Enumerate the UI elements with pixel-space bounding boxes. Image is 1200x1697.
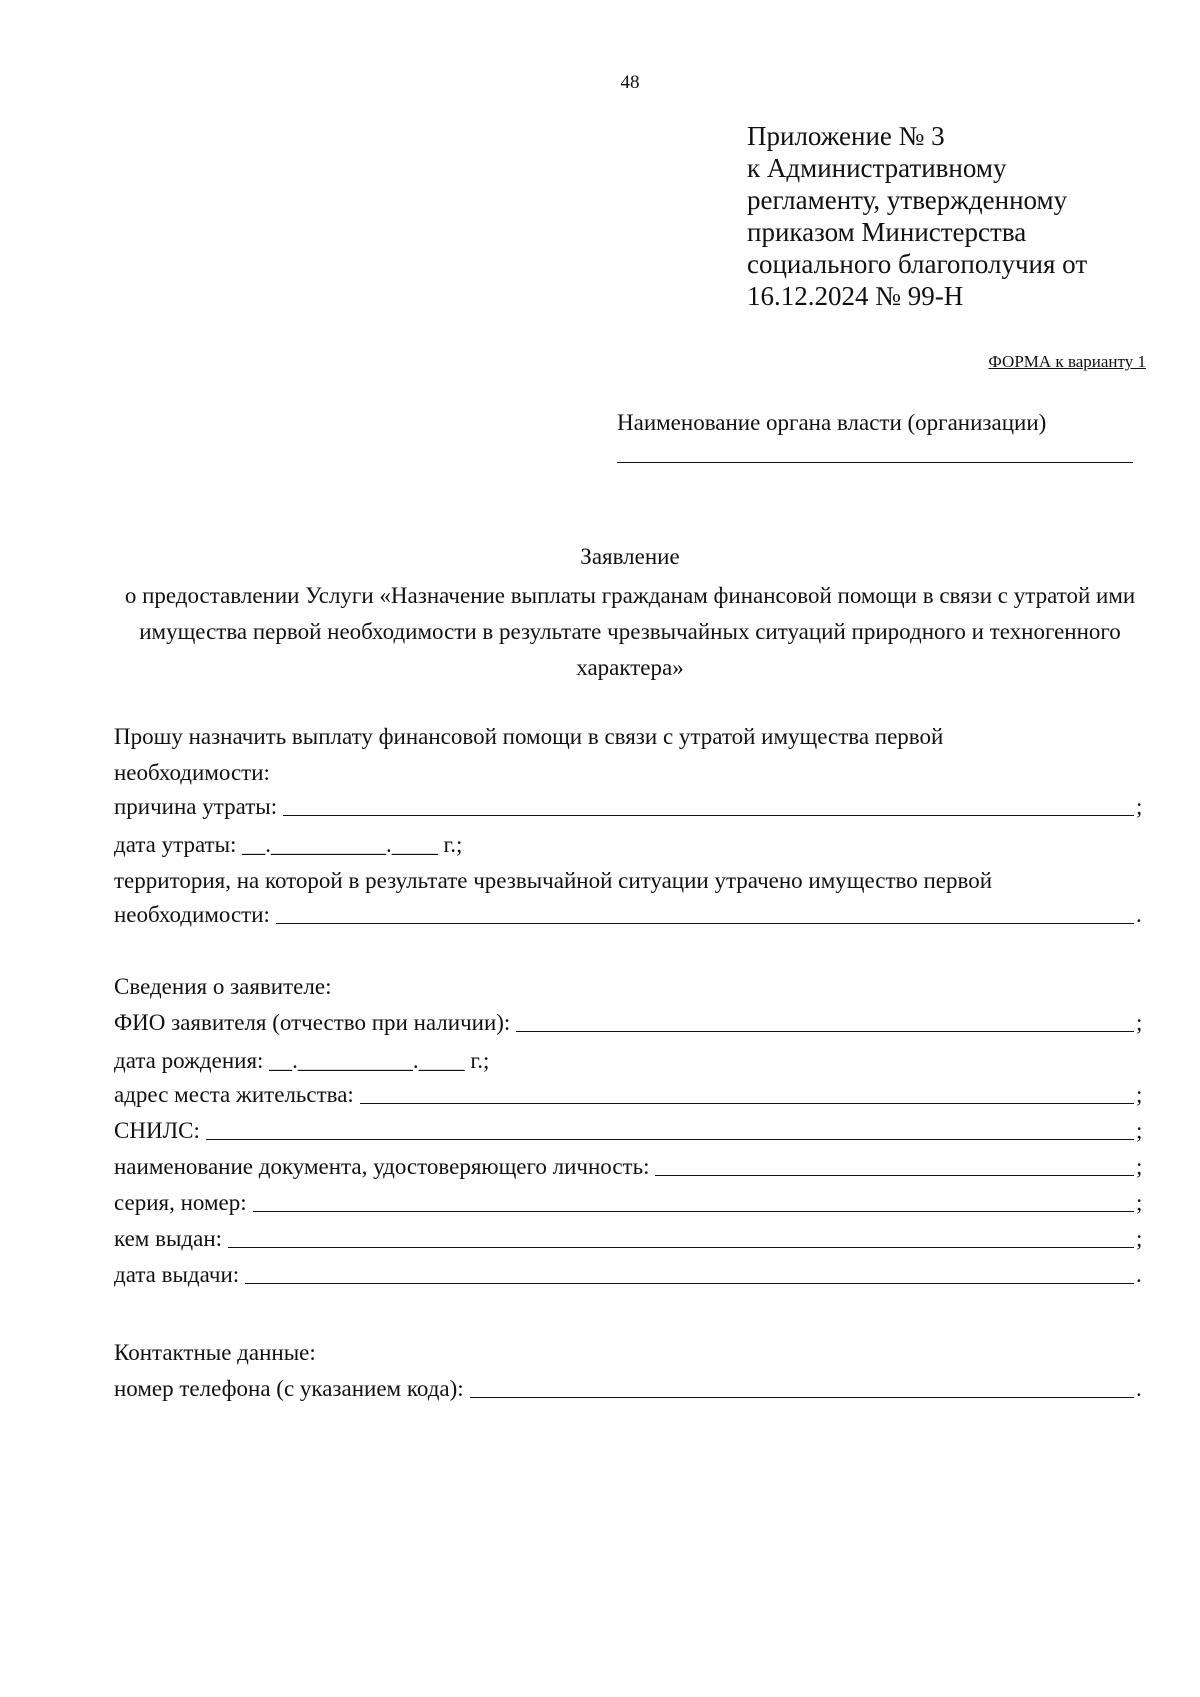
issue-date-input[interactable] bbox=[245, 1261, 1134, 1284]
field-end-punct: ; bbox=[1136, 1226, 1143, 1251]
appendix-block bbox=[747, 120, 1087, 312]
territory-field bbox=[114, 898, 1146, 928]
form-variant: ФОРМА к варианту 1 bbox=[988, 352, 1146, 371]
fio-label: ФИО заявителя (отчество при наличии): bbox=[114, 1010, 511, 1035]
phone-label: номер телефона (с указанием кода): bbox=[114, 1376, 464, 1401]
field-end-punct: . bbox=[1136, 902, 1142, 927]
appendix-line: к Административному bbox=[747, 153, 1007, 183]
loss-reason-label: причина утраты: bbox=[114, 794, 278, 819]
page-number: 48 bbox=[620, 72, 640, 93]
contacts-heading: Контактные данные: bbox=[114, 1340, 316, 1365]
loss-reason-input[interactable] bbox=[283, 793, 1134, 816]
field-end-punct: ; bbox=[1136, 1118, 1143, 1143]
address-input[interactable] bbox=[360, 1081, 1134, 1104]
statement-subtitle: о предоставлении Услуги «Назначение выплаты гражданам финансовой помощи в связи с утратой ими имущества первой необходимости в результате чрезвычайных ситуаций природного и техногенного характера» bbox=[124, 583, 1136, 680]
issued-by-label: кем выдан: bbox=[114, 1226, 223, 1251]
series-number-field bbox=[114, 1186, 1146, 1216]
loss-reason-field bbox=[114, 790, 1146, 820]
field-end-punct: ; bbox=[1136, 1010, 1143, 1035]
appendix-line: приказом Министерства bbox=[747, 217, 1027, 247]
address-field bbox=[114, 1078, 1146, 1108]
issued-by-field bbox=[114, 1222, 1146, 1252]
id-document-label: наименование документа, удостоверяющего личность: bbox=[114, 1154, 650, 1179]
phone-field bbox=[114, 1372, 1146, 1402]
snils-label: СНИЛС: bbox=[114, 1118, 200, 1143]
authority-label: Наименование органа власти (организации) bbox=[617, 410, 1047, 435]
id-document-input[interactable] bbox=[655, 1153, 1134, 1176]
appendix-line: социального благополучия от bbox=[747, 249, 1088, 279]
authority-input-line[interactable] bbox=[617, 462, 1133, 463]
series-number-input[interactable] bbox=[253, 1189, 1134, 1212]
issue-date-label: дата выдачи: bbox=[114, 1262, 240, 1287]
field-end-punct: ; bbox=[1136, 794, 1143, 819]
series-number-label: серия, номер: bbox=[114, 1190, 247, 1215]
snils-input[interactable] bbox=[206, 1117, 1134, 1140]
loss-date-field[interactable]: дата утраты: __.__________.____ г.; bbox=[114, 832, 463, 857]
territory-text: территория, на которой в результате чрезвычайной ситуации утрачено имущество первой bbox=[114, 868, 993, 893]
applicant-heading: Сведения о заявителе: bbox=[114, 974, 332, 999]
appendix-line: регламенту, утвержденному bbox=[747, 185, 1068, 215]
birth-date-field[interactable]: дата рождения: __.__________.____ г.; bbox=[114, 1048, 490, 1073]
issue-date-field bbox=[114, 1258, 1146, 1288]
territory-input[interactable] bbox=[276, 901, 1134, 924]
appendix-line: Приложение № 3 bbox=[747, 121, 945, 151]
field-end-punct: ; bbox=[1136, 1082, 1143, 1107]
field-end-punct: . bbox=[1136, 1262, 1142, 1287]
field-end-punct: ; bbox=[1136, 1190, 1143, 1215]
id-document-field bbox=[114, 1150, 1146, 1180]
issued-by-input[interactable] bbox=[228, 1225, 1134, 1248]
appendix-line: 16.12.2024 № 99-Н bbox=[747, 281, 964, 311]
field-end-punct: ; bbox=[1136, 1154, 1143, 1179]
territory-label: необходимости: bbox=[114, 902, 270, 927]
request-text-line1: Прошу назначить выплату финансовой помощи в связи с утратой имущества первой bbox=[114, 724, 944, 749]
address-label: адрес места жительства: bbox=[114, 1082, 354, 1107]
fio-input[interactable] bbox=[516, 1009, 1134, 1032]
fio-field bbox=[114, 1006, 1146, 1036]
snils-field bbox=[114, 1114, 1146, 1144]
request-text-line2: необходимости: bbox=[114, 760, 270, 785]
field-end-punct: . bbox=[1136, 1376, 1142, 1401]
statement-title: Заявление bbox=[580, 544, 680, 569]
phone-input[interactable] bbox=[470, 1375, 1134, 1398]
